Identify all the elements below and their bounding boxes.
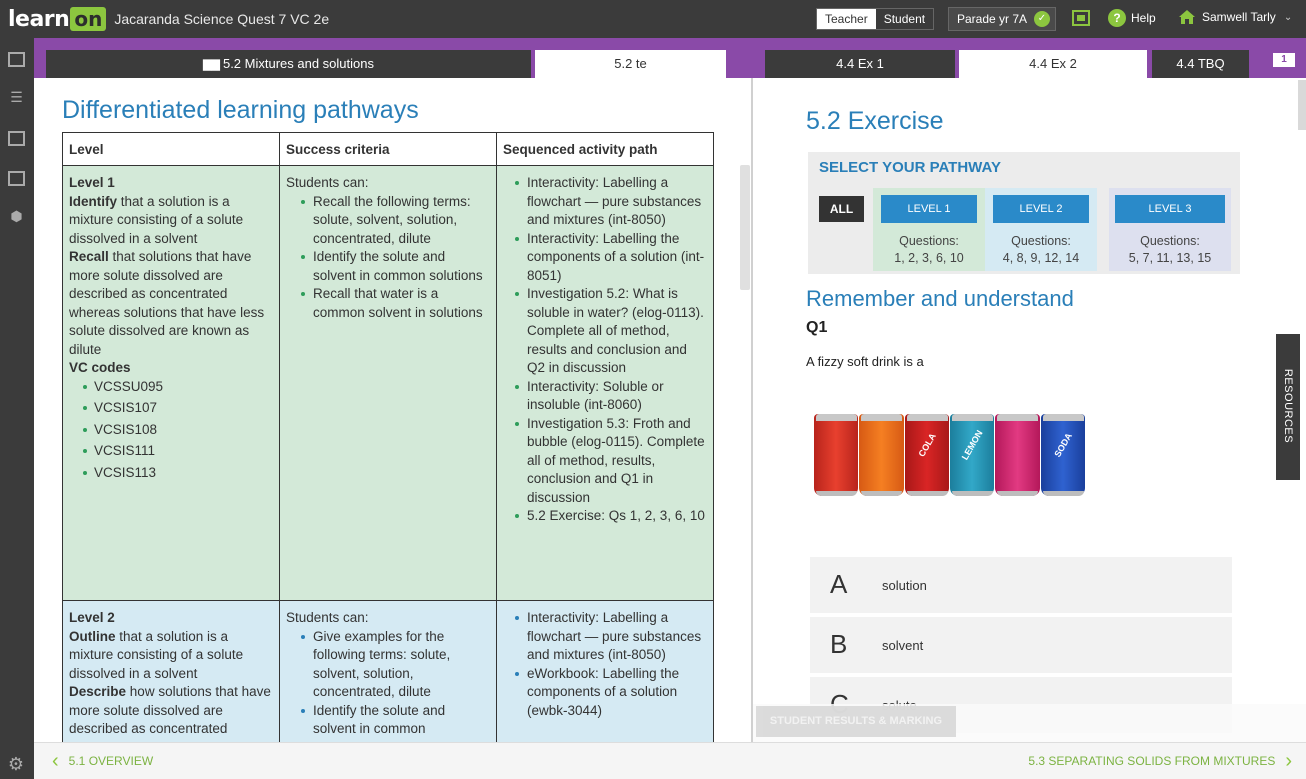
level-1-button[interactable]: LEVEL 1 xyxy=(881,195,977,223)
list-item: Give examples for the following terms: solute, solvent, solution, concentrated, dilute xyxy=(294,628,490,702)
class-select[interactable]: Parade yr 7A ✓ xyxy=(948,7,1056,31)
chevron-down-icon: ✓ xyxy=(1034,11,1050,27)
level-2-column: LEVEL 2 Questions: 4, 8, 9, 12, 14 xyxy=(985,188,1097,271)
tab-4-4-tbq[interactable]: 4.4 TBQ xyxy=(1152,50,1249,78)
level-cell: Level 1 Identify that a solution is a mixture consisting of a solute dissolved in a solvent Recall that solutions that have more solute dissolved are described as concentrated whereas solutions that have less solute dissolved are known as dilute VC codes VCSSU095 VCSIS107 VCSIS108 VCSIS111 VCSIS113 xyxy=(63,166,280,601)
list-item: VCSSU095 xyxy=(69,378,273,397)
checklist-icon[interactable] xyxy=(8,131,25,146)
list-item: 5.2 Exercise: Qs 1, 2, 3, 6, 10 xyxy=(508,507,707,526)
success-cell: Students can: Recall the following terms: solute, solvent, solution, concentrated, dilute Identify the solute and solvent in common solutions Recall that water is a common solvent in solutions xyxy=(280,166,497,601)
soft-drink-cans-image xyxy=(814,414,1086,500)
teacher-role-button[interactable]: Teacher xyxy=(817,9,876,29)
success-cell: Students can: Give examples for the following terms: solute, solvent, solution, concentrated, dilute Identify the solute and solvent in common xyxy=(280,601,497,743)
list-item: Recall the following terms: solute, solvent, solution, concentrated, dilute xyxy=(294,193,490,249)
list-icon[interactable]: ☰ xyxy=(10,89,23,105)
section-heading: Remember and understand xyxy=(806,286,1074,311)
column-header-level: Level xyxy=(63,133,280,166)
right-scrollbar[interactable] xyxy=(1298,80,1306,130)
can-image xyxy=(814,414,858,496)
chevron-down-icon: ⌄ xyxy=(1283,11,1293,23)
list-item: VCSIS111 xyxy=(69,442,273,461)
can-image: SODA xyxy=(1041,414,1085,496)
tab-counter-badge[interactable]: 1 xyxy=(1273,53,1295,67)
list-item: Investigation 5.2: What is soluble in water? (elog-0113). Complete all of method, results and conclusion and Q2 in discussion xyxy=(508,285,707,378)
list-item: VCSIS107 xyxy=(69,399,273,418)
level-3-button[interactable]: LEVEL 3 xyxy=(1115,195,1225,223)
answer-option-b[interactable]: B solvent xyxy=(810,617,1232,673)
can-image: LEMON xyxy=(950,414,994,496)
activity-cell xyxy=(497,601,714,743)
chevron-left-icon: ‹ xyxy=(52,750,59,772)
all-pathway-button[interactable]: ALL xyxy=(819,196,864,222)
tab-4-4-ex-2[interactable]: 4.4 Ex 2 xyxy=(959,50,1147,78)
gear-icon[interactable]: ⚙ xyxy=(7,754,25,774)
student-role-button[interactable]: Student xyxy=(883,12,926,26)
book-icon[interactable] xyxy=(8,52,25,67)
list-item: Interactivity: Labelling the components of a solution (int-8051) xyxy=(508,230,707,286)
book-open-icon: ▇▇ xyxy=(202,59,223,71)
bottom-nav xyxy=(34,742,1306,779)
can-image xyxy=(995,414,1039,496)
list-item: eWorkbook: Labelling the components of a solution (ewbk-3044) xyxy=(508,665,707,721)
list-item: Interactivity: Labelling a flowchart — pure substances and mixtures (int-8050) xyxy=(508,609,707,665)
list-item: VCSIS108 xyxy=(69,421,273,440)
tab-mixtures-solutions[interactable]: ▇▇ 5.2 Mixtures and solutions xyxy=(46,50,531,78)
student-results-button[interactable]: STUDENT RESULTS & MARKING xyxy=(756,706,956,737)
role-toggle[interactable] xyxy=(816,8,934,30)
page-title: Differentiated learning pathways xyxy=(62,96,419,124)
can-image: COLA xyxy=(905,414,949,496)
list-item: VCSIS113 xyxy=(69,464,273,483)
list-item: Identify the solute and solvent in common xyxy=(294,702,490,739)
help-icon: ? xyxy=(1108,9,1126,27)
answer-option-a[interactable]: A solution xyxy=(810,557,1232,613)
pathway-heading: SELECT YOUR PATHWAY xyxy=(819,159,1001,176)
table-row xyxy=(63,166,714,601)
left-scrollbar[interactable] xyxy=(740,165,750,290)
list-item: Interactivity: Soluble or insoluble (int-8060) xyxy=(508,378,707,415)
level-1-column: LEVEL 1 Questions: 1, 2, 3, 6, 10 xyxy=(873,188,985,271)
home-icon xyxy=(1178,9,1196,25)
column-header-success: Success criteria xyxy=(280,133,497,166)
resources-drawer-tab[interactable]: RESOURCES xyxy=(1276,334,1300,480)
pathway-selector xyxy=(808,152,1240,274)
level-2-button[interactable]: LEVEL 2 xyxy=(993,195,1089,223)
exercise-title: 5.2 Exercise xyxy=(806,107,944,135)
next-section-link[interactable]: 5.3 SEPARATING SOLIDS FROM MIXTURES › xyxy=(1028,750,1292,772)
activity-cell xyxy=(497,166,714,601)
tab-5-2-te[interactable]: 5.2 te xyxy=(535,50,726,78)
chart-icon[interactable] xyxy=(8,171,25,186)
pane-divider[interactable] xyxy=(751,78,753,742)
user-menu[interactable]: Samwell Tarly ⌄ xyxy=(1178,9,1292,25)
list-item: Identify the solute and solvent in common solutions xyxy=(294,248,490,285)
level-3-column: LEVEL 3 Questions: 5, 7, 11, 13, 15 xyxy=(1109,188,1231,271)
chevron-right-icon: › xyxy=(1285,750,1292,772)
can-image xyxy=(859,414,903,496)
question-number: Q1 xyxy=(806,319,828,336)
book-title: Jacaranda Science Quest 7 VC 2e xyxy=(114,11,330,27)
help-button[interactable]: ? Help xyxy=(1108,9,1156,27)
table-row xyxy=(63,601,714,743)
level-cell: Level 2 Outline that a solution is a mixture consisting of a solute dissolved in a solvent Describe how solutions that have more solute dissolved are described as concentrated xyxy=(63,601,280,743)
left-pane xyxy=(34,78,752,742)
tab-strip xyxy=(34,38,1306,78)
left-rail xyxy=(0,38,34,779)
pathways-table xyxy=(62,132,714,742)
list-item: Recall that water is a common solvent in solutions xyxy=(294,285,490,322)
question-text: A fizzy soft drink is a xyxy=(806,354,924,369)
learnon-logo[interactable]: learn on xyxy=(8,5,106,33)
list-item: Investigation 5.3: Froth and bubble (elog-0115). Complete all of method, results, conclusion and Q1 in discussion xyxy=(508,415,707,508)
column-header-activity: Sequenced activity path xyxy=(497,133,714,166)
fullscreen-icon[interactable] xyxy=(1072,10,1090,26)
tab-4-4-ex-1[interactable]: 4.4 Ex 1 xyxy=(765,50,955,78)
prev-section-link[interactable]: ‹ 5.1 OVERVIEW xyxy=(52,750,154,772)
list-item: Interactivity: Labelling a flowchart — pure substances and mixtures (int-8050) xyxy=(508,174,707,230)
cube-icon[interactable]: ⬢ xyxy=(10,208,23,224)
